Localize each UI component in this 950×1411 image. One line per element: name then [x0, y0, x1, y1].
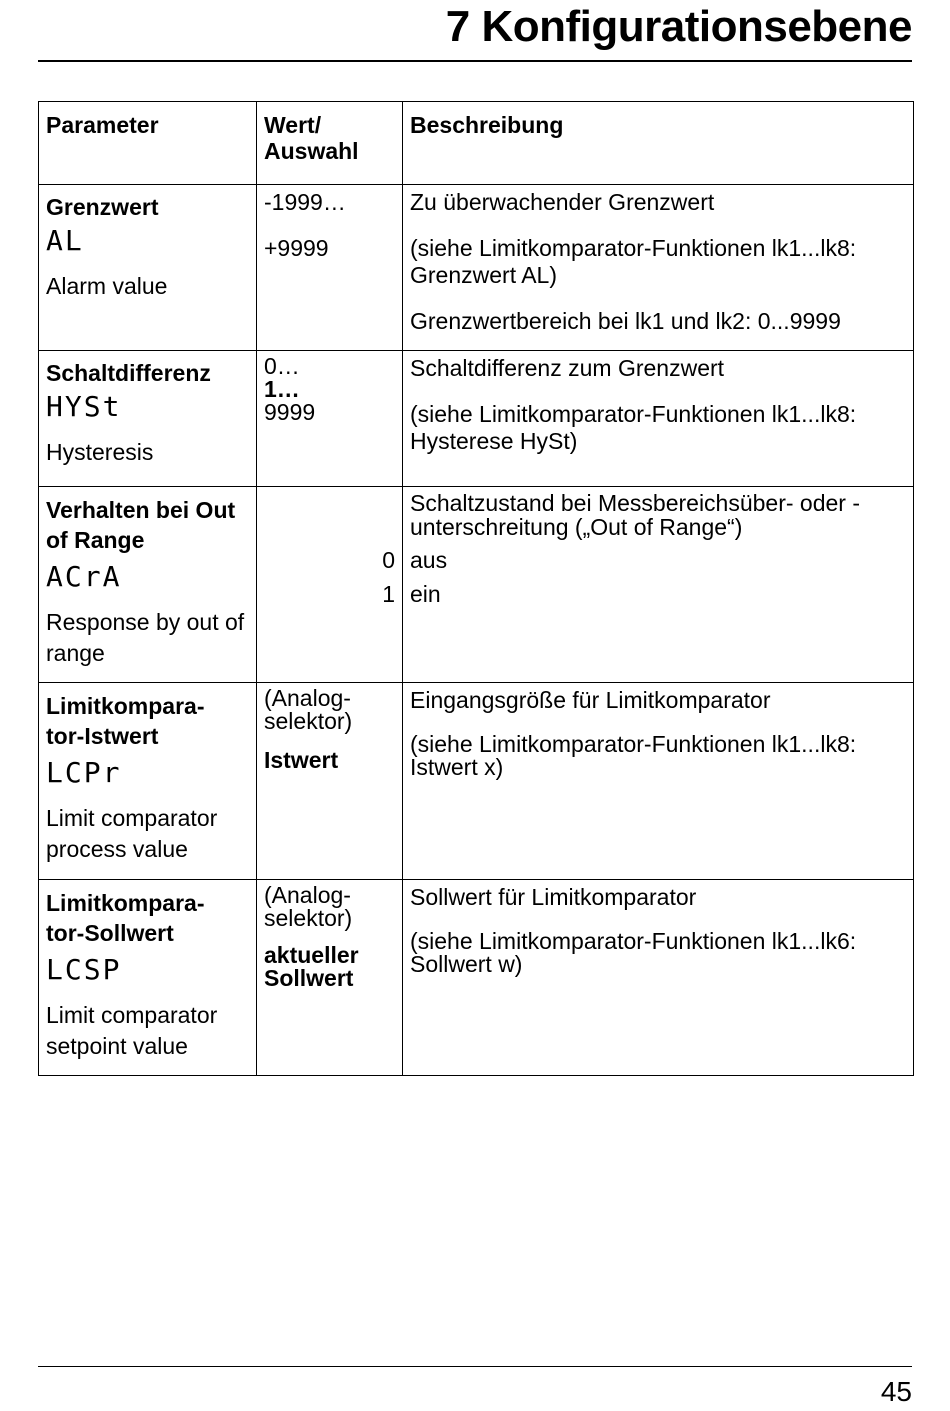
- column-header-value: Wert/ Auswahl: [257, 102, 403, 185]
- value-max: 9999: [264, 399, 316, 425]
- parameter-cell: [39, 880, 257, 1076]
- description-range-note: Grenzwertbereich bei lk1 und lk2: 0...9999: [410, 308, 841, 335]
- page-number: 45: [880, 1376, 912, 1407]
- parameter-english: Hysteresis: [46, 439, 154, 466]
- option-value-0: 0: [382, 547, 395, 573]
- value-cell: [257, 683, 403, 880]
- value-cell: [257, 880, 403, 1076]
- description-reference: (siehe Limitkomparator-Funktionen lk1...lk8: Grenzwert AL): [410, 235, 857, 288]
- value-source: (Analog-selektor): [264, 882, 353, 931]
- value-cell: [257, 185, 403, 351]
- display-code: ACrA: [46, 559, 122, 593]
- value-default: Istwert: [264, 747, 339, 773]
- parameter-cell: [39, 185, 257, 351]
- title-divider: [38, 60, 912, 62]
- description-cell: [403, 683, 914, 880]
- table-row: [39, 351, 914, 487]
- description-reference: (siehe Limitkomparator-Funktionen lk1...lk8: Hysterese HySt): [410, 401, 857, 454]
- value-min: 0…: [264, 353, 300, 379]
- display-code: LCSP: [46, 952, 122, 986]
- display-code: HYSt: [46, 390, 122, 424]
- value-cell: [257, 351, 403, 487]
- value-default: 1…: [264, 376, 300, 402]
- parameter-table: [38, 101, 914, 1076]
- parameter-name: Limitkompara-tor-Sollwert: [46, 890, 205, 946]
- parameter-cell: [39, 683, 257, 880]
- column-header-description: Beschreibung: [403, 102, 914, 185]
- display-code: LCPr: [46, 755, 122, 789]
- description-cell: [403, 185, 914, 351]
- description-reference: (siehe Limitkomparator-Funktionen lk1...lk8: Istwert x): [410, 731, 857, 781]
- description-cell: [403, 351, 914, 487]
- description-text: Eingangsgröße für Limitkomparator: [410, 687, 771, 713]
- value-source: (Analog-selektor): [264, 685, 353, 734]
- value-min: -1999…: [264, 189, 346, 215]
- parameter-name: Schaltdifferenz: [46, 360, 211, 386]
- description-cell: [403, 880, 914, 1076]
- parameter-name: Limitkompara-tor-Istwert: [46, 693, 205, 749]
- table-row: [39, 185, 914, 351]
- description-cell: [403, 487, 914, 683]
- parameter-name: Grenzwert: [46, 194, 159, 220]
- table-row: [39, 880, 914, 1076]
- parameter-cell: [39, 351, 257, 487]
- parameter-cell: [39, 487, 257, 683]
- description-text: Zu überwachender Grenzwert: [410, 189, 715, 215]
- parameter-english: Limit comparator setpoint value: [46, 1001, 218, 1059]
- value-cell: [257, 487, 403, 683]
- parameter-english: Response by out of range: [46, 608, 245, 666]
- page-title: 7 Konfigurationsebene: [445, 2, 912, 51]
- value-default: aktueller Sollwert: [264, 942, 359, 991]
- option-value-1: 1: [382, 581, 395, 607]
- table-row: [39, 683, 914, 880]
- table-row: [39, 487, 914, 683]
- parameter-english: Alarm value: [46, 273, 168, 300]
- table-header-row: [39, 102, 914, 185]
- description-text: Schaltdifferenz zum Grenzwert: [410, 355, 725, 381]
- description-text: Sollwert für Limitkomparator: [410, 884, 697, 910]
- description-reference: (siehe Limitkomparator-Funktionen lk1...lk6: Sollwert w): [410, 928, 857, 978]
- parameter-english: Limit comparator process value: [46, 804, 218, 862]
- value-max: +9999: [264, 235, 329, 262]
- column-header-parameter: Parameter: [39, 102, 257, 185]
- option-label-0: aus: [410, 547, 448, 574]
- display-code: AL: [46, 224, 84, 258]
- footer-divider: [38, 1366, 912, 1367]
- description-text: Schaltzustand bei Messbereichsüber- oder -unterschreitung („Out of Range“): [410, 490, 861, 541]
- parameter-name: Verhalten bei Out of Range: [46, 497, 236, 553]
- option-label-1: ein: [410, 580, 441, 607]
